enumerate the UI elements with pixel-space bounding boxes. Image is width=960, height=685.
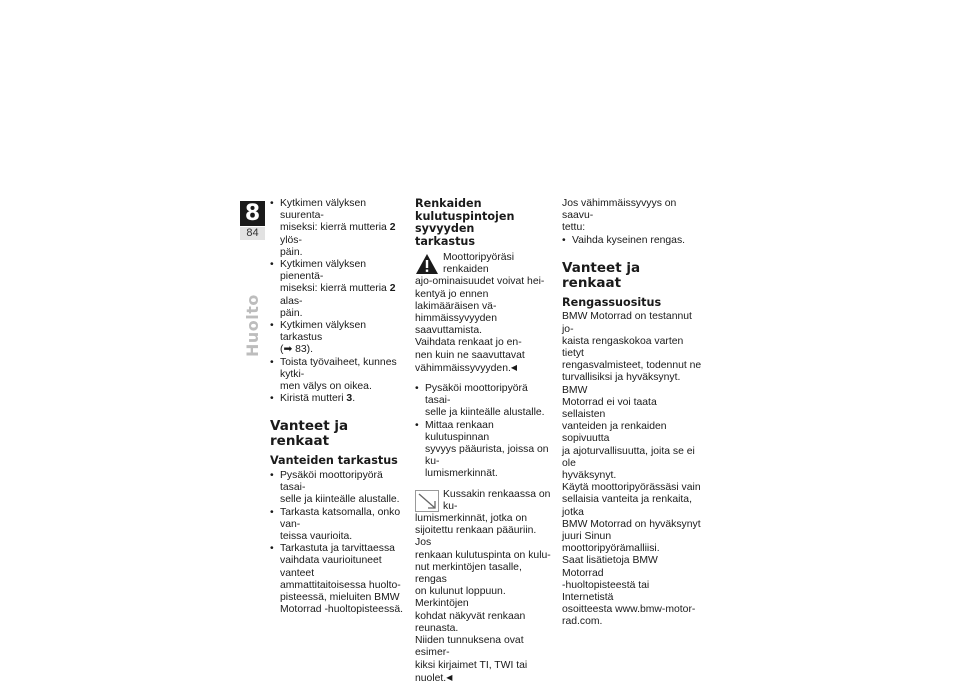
arrow-right-icon: ➡ (283, 344, 293, 356)
note-block: Kussakin renkaassa on ku- lumismerkinnät, jotka on sijoitettu renkaan pääuriin. Jos renkaan kulutuspinta on kulu- nut merkintöjen tasalle, rengas on kulunut loppuun. Merkintöjen kohdat näkyvät renkaan reunasta. Niiden tunnuksena ovat esimer- kiksi kirjaimet TI, TWI tai nuolet.◀ (415, 488, 551, 684)
warning-block: Moottoripyöräsi renkaiden ajo-ominaisuudet voivat hei- kentyä jo ennen lakimääräisen vä- himmäissyvyyden saavuttamista. Vaihdata renkaat jo en- nen kuin ne saavuttavat vähimmäissyvyyden.◀ (415, 252, 545, 374)
note-pointer-icon (415, 490, 439, 512)
list-item: • Pysäköi moottoripyörä tasai- selle ja kiinteälle alustalle. (270, 470, 410, 507)
list-item: • Tarkasta katsomalla, onko van- teissa vaurioita. (270, 507, 410, 544)
page-number: 84 (240, 227, 265, 240)
subheading: Vanteiden tarkastus (270, 454, 398, 468)
rim-check-list (270, 470, 410, 616)
list-item: • Pysäköi moottoripyörä tasai- selle ja kiinteälle alustalle. (415, 383, 555, 420)
list-item: • Kytkimen välyksen pienentä- miseksi: kierrä mutteria 2 alas- päin. (270, 259, 410, 320)
end-marker-icon: ◀ (446, 672, 453, 682)
end-marker-icon: ◀ (510, 362, 518, 372)
column-2 (415, 198, 555, 685)
clutch-adjust-list (270, 198, 410, 405)
warning-triangle-icon (415, 253, 439, 275)
subheading: Rengassuositus (562, 295, 662, 309)
tread-check-list (415, 383, 555, 481)
replace-tire-list (562, 235, 702, 247)
list-item: • Toista työvaiheet, kunnes kytki- men välys on oikea. (270, 357, 410, 394)
subheading: Renkaiden kulutuspintojen syvyyden tarkastus (415, 197, 515, 248)
chapter-number-tab: 8 (240, 201, 265, 226)
section-side-label: Huolto (243, 294, 262, 357)
tire-recommendation-paragraph: BMW Motorrad on testannut jo- kaista rengaskokoa varten tietyt rengasvalmisteet, todennut ne turvallisiksi ja hyväksynyt. BMW Motorrad ei voi taata sellaisten vanteiden ja renkaiden sopivuutta ja ajoturvallisuutta, joita se ei ole hyväksynyt. Käytä moottoripyörässäsi vain sellaisia vanteita ja renkaita, jotka BMW Motorrad on hyväksynyt juuri Sinun moottoripyörämalliisi. Saat lisätietoja BMW Motorrad -huoltopisteestä tai Internetistä osoitteesta www.bmw-motor- rad.com. (562, 311, 702, 628)
list-item: • Kytkimen välyksen tarkastus (➡ 83). (270, 320, 410, 357)
list-item: • Kiristä mutteri 3. (270, 393, 410, 405)
column-1 (270, 198, 410, 616)
list-item: • Mittaa renkaan kulutuspinnan syvyys pääurista, joissa on ku- lumismerkinnät. (415, 420, 555, 481)
section-heading: Vanteet ja renkaat (270, 418, 349, 450)
list-item: • Vaihda kyseinen rengas. (562, 235, 702, 247)
list-item: • Tarkastuta ja tarvittaessa vaihdata vaurioituneet vanteet ammattitaitoisessa huolto- pisteessä, mieluiten BMW Motorrad -huoltopisteessä. (270, 543, 410, 616)
list-item: • Kytkimen välyksen suurenta- miseksi: kierrä mutteria 2 ylös- päin. (270, 198, 410, 259)
column-3 (562, 198, 702, 629)
section-heading: Vanteet ja renkaat (562, 259, 641, 291)
paragraph: Jos vähimmäissyvyys on saavu- tettu: (562, 198, 677, 234)
